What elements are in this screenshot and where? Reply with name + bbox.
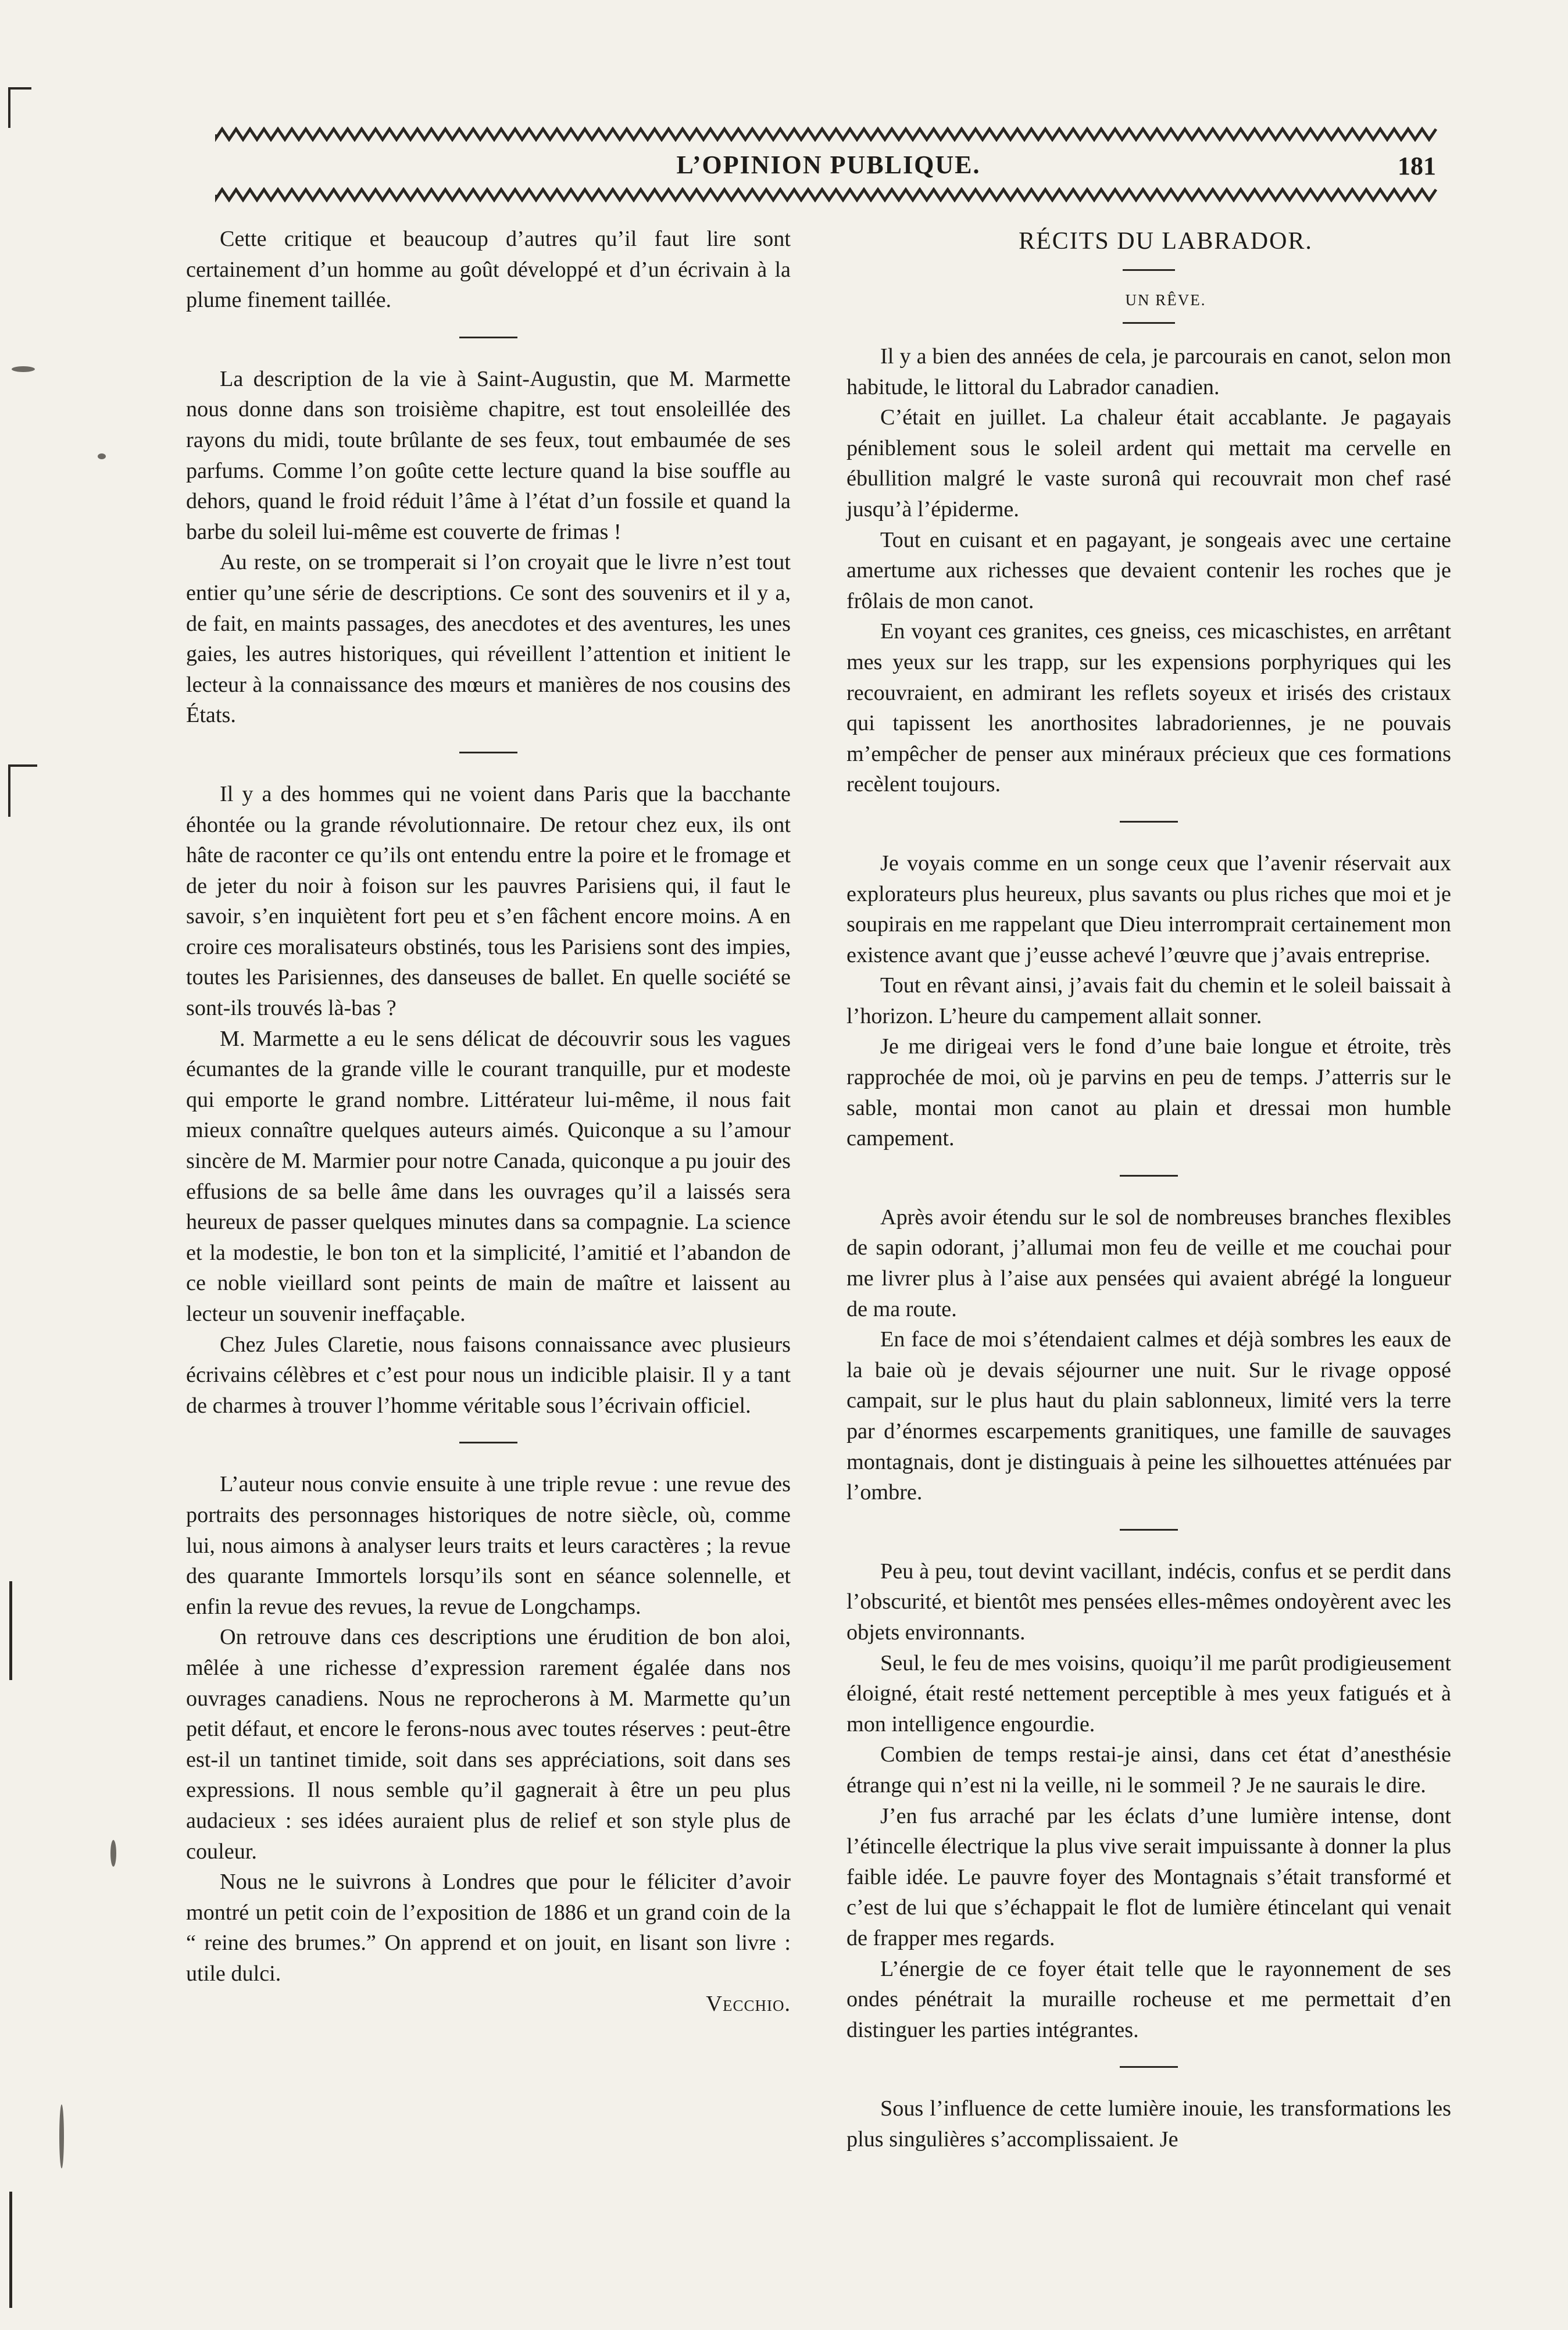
scan-margin-mark <box>9 2192 12 2308</box>
header-ornamental-border <box>215 187 1442 202</box>
paragraph: Après avoir étendu sur le sol de nombreuses branches flexibles de sapin odorant, j’allumai mon feu de veille et me couchai pour me livrer plus à l’aise aux pensées qui avaient abrégé la longueur de ma route. <box>846 1205 1451 1321</box>
section-divider <box>1120 821 1178 823</box>
scan-speck <box>12 366 35 372</box>
paragraph: Seul, le feu de mes voisins, quoiqu’il me parût prodigieusement éloigné, était resté nettement perceptible à mes yeux fatigués et à mon intelligence engourdie. <box>846 1650 1451 1736</box>
scan-margin-mark <box>8 764 10 817</box>
right-column <box>846 224 1451 2154</box>
section-divider <box>1120 1529 1178 1531</box>
paragraph: En face de moi s’étendaient calmes et déjà sombres les eaux de la baie où je devais séjourner une nuit. Sur le rivage opposé campait, sur le plus haut du plain sablonneux, limité vers la terre par d’énormes escarpements granitiques, une famille de sauvages montagnais, dont je distinguais à peine les silhouettes atténuées par l’ombre. <box>846 1327 1451 1505</box>
paragraph: Il y a des hommes qui ne voient dans Paris que la bacchante éhontée ou la grande révolutionnaire. De retour chez eux, ils ont hâte de raconter ce qu’ils ont entendu entre la poire et le fromage et de jeter du noir à foison sur les pauvres Parisiens qui, il faut le savoir, s’en inquiètent fort peu et s’en fâchent encore moins. A en croire ces moralisateurs obstinés, tous les Parisiens sont des impies, toutes les Parisiennes, des danseuses de ballet. En quelle société se sont-ils trouvés là-bas ? <box>186 781 791 1021</box>
scan-speck <box>110 1840 116 1867</box>
paragraph: Je me dirigeai vers le fond d’une baie longue et étroite, très rapprochée de moi, où je parvins en peu de temps. J’atterris sur le sable, montai mon canot au plain et dressai mon humble campement. <box>846 1034 1451 1151</box>
scan-margin-mark <box>9 1581 12 1680</box>
paragraph: M. Marmette a eu le sens délicat de découvrir sous les vagues écumantes de la grande ville le courant tranquille, pur et modeste qui emporte le grand nombre. Littérateur lui-même, il nous fait mieux connaître quelques auteurs aimés. Quiconque a su l’amour sincère de M. Marmier pour notre Canada, quiconque a pu jouir des effusions de sa belle âme dans les ouvrages qu’il a laissés sera heureux de passer quelques minutes dans sa compagnie. La science et la modestie, le bon ton et la simplicité, l’amitié et l’abandon de ce noble vieillard sont peints de main de maître et laissent au lecteur un souvenir ineffaçable. <box>186 1026 791 1326</box>
scan-margin-mark <box>8 764 37 767</box>
paragraph: En voyant ces granites, ces gneiss, ces micaschistes, en arrêtant mes yeux sur les trapp, sur les expensions porphyriques qui les recouvraient, en admirant les reflets soyeux et irisés des cristaux qui tapissent les anorthosites labradoriennes, je ne pouvais m’empêcher de penser aux minéraux précieux que ces formations recèlent toujours. <box>846 619 1451 797</box>
section-divider <box>459 752 517 753</box>
article-subtitle: UN RÊVE. <box>1125 291 1206 309</box>
paragraph: Peu à peu, tout devint vacillant, indécis, confus et se perdit dans l’obscurité, et bientôt mes pensées elles-mêmes ondoyèrent avec les objets environnants. <box>846 1559 1451 1645</box>
section-divider <box>1120 2066 1178 2068</box>
section-divider <box>459 1442 517 1443</box>
author-signature: Vecchio. <box>706 1992 791 2017</box>
paragraph: On retrouve dans ces descriptions une érudition de bon aloi, mêlée à une richesse d’expression rarement égalée dans nos ouvrages canadiens. Nous ne reprocherons à M. Marmette qu’un petit défaut, et encore le ferons-nous avec toutes réserves : peut-être est-il un tantinet timide, soit dans ses appréciations, soit dans ses expressions. Il nous semble qu’il gagnerait à être un peu plus audacieux : ses idées auraient plus de relief et son style plus de couleur. <box>186 1625 791 1864</box>
paragraph: Cette critique et beaucoup d’autres qu’il faut lire sont certainement d’un homme au goût développé et d’un écrivain à la plume finement taillée. <box>186 227 791 313</box>
paragraph: Combien de temps restai-je ainsi, dans cet état d’anesthésie étrange qui n’est ni la veille, ni le sommeil ? Je ne saurais le dire. <box>846 1742 1451 1797</box>
title-divider <box>1123 269 1175 271</box>
article-title: RÉCITS DU LABRADOR. <box>1019 228 1313 255</box>
paragraph: Tout en rêvant ainsi, j’avais fait du chemin et le soleil baissait à l’horizon. L’heure du campement allait sonner. <box>846 973 1451 1028</box>
section-divider <box>1120 1175 1178 1177</box>
subtitle-divider <box>1123 322 1175 324</box>
paragraph: Chez Jules Claretie, nous faisons connaissance avec plusieurs écrivains célèbres et c’est pour nous un indicible plaisir. Il y a tant de charmes à trouver l’homme véritable sous l’écrivain officiel. <box>186 1332 791 1418</box>
page-number: 181 <box>1398 152 1436 180</box>
scan-speck <box>98 453 106 459</box>
paragraph: J’en fus arraché par les éclats d’une lumière intense, dont l’étincelle électrique la plus vive serait impuissante à donner la plus faible idée. Le pauvre foyer des Montagnais s’était transformé et c’est de lui que s’échappait le flot de lumière étincelant qui venait de frapper mes regards. <box>846 1803 1451 1950</box>
scan-margin-mark <box>8 87 10 128</box>
scan-margin-mark <box>8 87 31 90</box>
paragraph: L’auteur nous convie ensuite à une triple revue : une revue des portraits des personnages historiques de notre siècle, où, comme lui, nous aimons à analyser leurs traits et leurs caractères ; la revue des quarante Immortels lorsqu’ils sont en séance solennelle, et enfin la revue des revues, la revue de Longchamps. <box>186 1472 791 1619</box>
top-ornamental-border <box>215 127 1442 142</box>
paragraph: L’énergie de ce foyer était telle que le rayonnement de ses ondes pénétrait la muraille rocheuse et me permettait d’en distinguer les parties intégrantes. <box>846 1956 1451 2042</box>
paragraph: Sous l’influence de cette lumière inouie, les transformations les plus singulières s’accomplissaient. Je <box>846 2096 1451 2152</box>
paragraph: Tout en cuisant et en pagayant, je songeais avec une certaine amertume aux richesses que devaient contenir les roches que je frôlais de mon canot. <box>846 527 1451 613</box>
paragraph: Au reste, on se tromperait si l’on croyait que le livre n’est tout entier qu’une série de descriptions. Ce sont des souvenirs et il y a, de fait, en maints passages, des anecdotes et des aventures, les unes gaies, les autres historiques, qui réveillent l’attention et initient le lecteur à la connaissance des mœurs et manières de nos cousins des États. <box>186 550 791 728</box>
paragraph: La description de la vie à Saint-Augustin, que M. Marmette nous donne dans son troisième chapitre, est tout ensoleillée des rayons du midi, toute brûlante de ses feux, tout embaumée de ses parfums. Comme l’on goûte cette lecture quand la bise souffle au dehors, quand le froid réduit l’âme à l’état d’un fossile et quand la barbe du soleil lui-même est couverte de frimas ! <box>186 366 791 544</box>
paragraph: Je voyais comme en un songe ceux que l’avenir réservait aux explorateurs plus heureux, plus savants ou plus riches que moi et je soupirais en me rappelant que Dieu interromprait certainement mon existence avant que j’eusse achevé l’œuvre que j’avais entreprise. <box>846 850 1451 967</box>
section-divider <box>459 337 517 338</box>
paragraph: C’était en juillet. La chaleur était accablante. Je pagayais péniblement sous le soleil ardent qui mettait ma cervelle en ébullition malgré le vaste suronâ qui recouvrait mon chef rasé jusqu’à l’épiderme. <box>846 405 1451 521</box>
paragraph: Il y a bien des années de cela, je parcourais en canot, selon mon habitude, le littoral du Labrador canadien. <box>846 344 1451 399</box>
left-column <box>186 224 791 2020</box>
journal-title: L’OPINION PUBLIQUE. <box>676 151 981 179</box>
scan-speck <box>59 2104 64 2168</box>
paragraph: Nous ne le suivrons à Londres que pour le féliciter d’avoir montré un petit coin de l’exposition de 1886 et un grand coin de la “ reine des brumes.” On apprend et on jouit, en lisant son livre : utile dulci. <box>186 1870 791 1986</box>
